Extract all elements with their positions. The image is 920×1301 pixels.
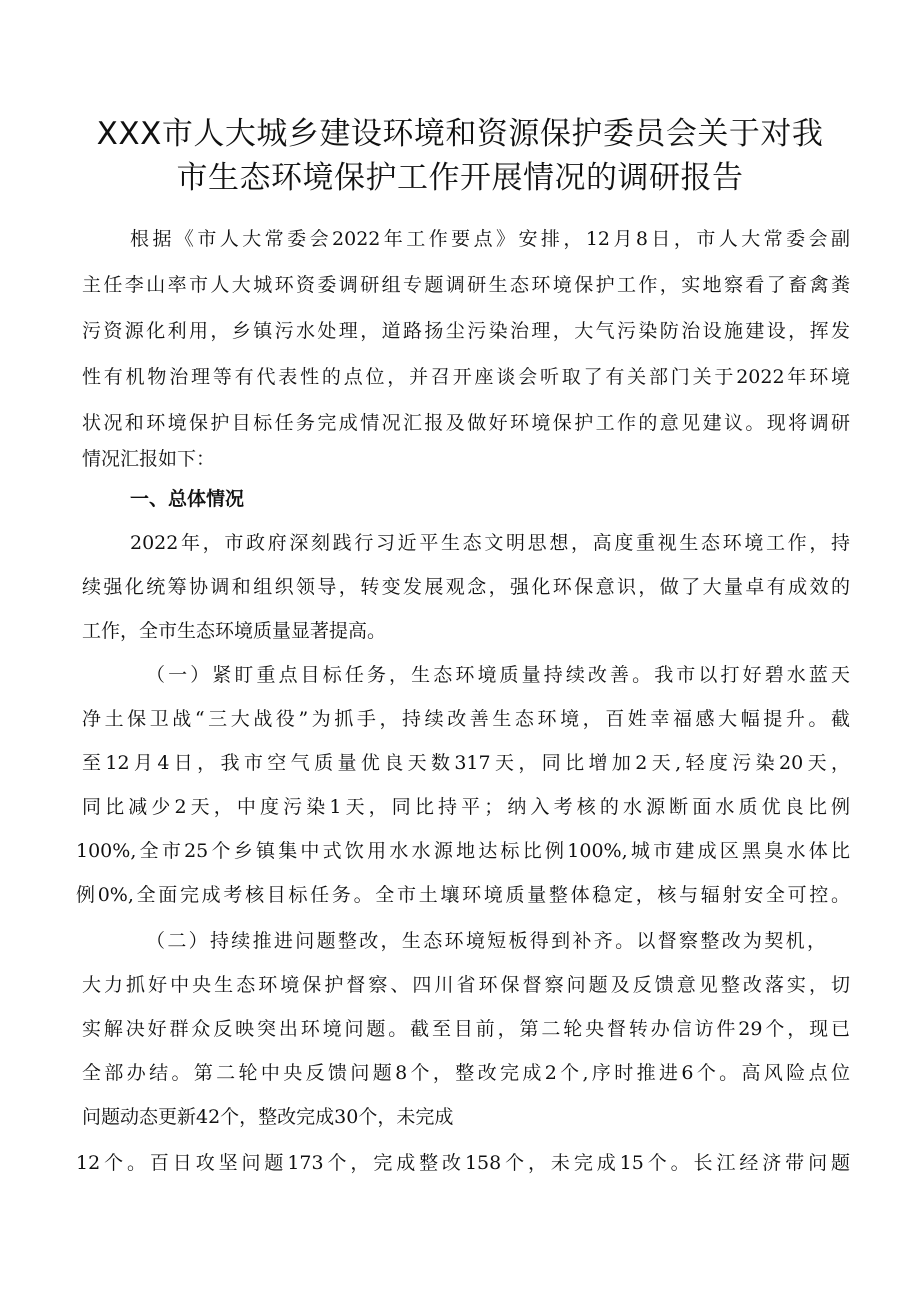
report-title-line-1: XXX市人大城乡建设环境和资源保护委员会关于对我 [96, 116, 824, 152]
intro-line: 主任李山率市人大城环资委调研组专题调研生态环境保护工作，实地察看了畜禽粪 [82, 274, 850, 296]
item-2-line: 大力抓好中央生态环境保护督察、四川省环保督察问题及反馈意见整改落实，切 [82, 974, 850, 996]
intro-line: 状况和环境保护目标任务完成情况汇报及做好环境保护工作的意见建议。现将调研 [82, 412, 850, 434]
item-1-line: 净土保卫战“三大战役”为抓手，持续改善生态环境，百姓幸福感大幅提升。截 [82, 708, 850, 730]
report-title-line-2: 市生态环境保护工作开展情况的调研报告 [176, 160, 744, 196]
item-2-line: 问题动态更新42个，整改完成30个，未完成 [82, 1106, 454, 1128]
intro-line: 污资源化利用，乡镇污水处理，道路扬尘污染治理，大气污染防治设施建设，挥发 [82, 320, 850, 342]
item-2-line: 实解决好群众反映突出环境问题。截至目前，第二轮央督转办信访件29个，现已 [82, 1018, 850, 1040]
intro-line: 性有机物治理等有代表性的点位，并召开座谈会听取了有关部门关于2022年环境 [82, 366, 850, 388]
item-2-line: 全部办结。第二轮中央反馈问题8个，整改完成2个,序时推进6个。高风险点位 [82, 1062, 850, 1084]
section-paragraph-line: 续强化统筹协调和组织领导，转变发展观念，强化环保意识，做了大量卓有成效的 [82, 576, 850, 598]
section-paragraph-line: 工作，全市生态环境质量显著提高。 [82, 620, 387, 642]
item-1-line: 同比减少2天，中度污染1天，同比持平；纳入考核的水源断面水质优良比例 [82, 796, 850, 818]
intro-line: 根据《市人大常委会2022年工作要点》安排，12月8日，市人大常委会副 [130, 228, 850, 250]
section-heading: 一、总体情况 [130, 488, 245, 510]
item-2-line: （二）持续推进问题整改，生态环境短板得到补齐。以督察整改为契机， [146, 930, 826, 952]
continuation-line: 12个。百日攻坚问题173个，完成整改158个，未完成15个。长江经济带问题 [76, 1152, 850, 1174]
item-1-line: （一）紧盯重点目标任务，生态环境质量持续改善。我市以打好碧水蓝天 [146, 664, 850, 686]
item-1-line: 100%,全市25个乡镇集中式饮用水水源地达标比例100%,城市建成区黑臭水体比 [76, 840, 850, 862]
item-1-line: 例0%,全面完成考核目标任务。全市土壤环境质量整体稳定，核与辐射安全可控。 [76, 884, 850, 906]
intro-line: 情况汇报如下： [82, 448, 216, 470]
section-paragraph-line: 2022年，市政府深刻践行习近平生态文明思想，高度重视生态环境工作，持 [130, 532, 850, 554]
item-1-line: 至12月4日，我市空气质量优良天数317天，同比增加2天,轻度污染20天， [82, 752, 850, 774]
